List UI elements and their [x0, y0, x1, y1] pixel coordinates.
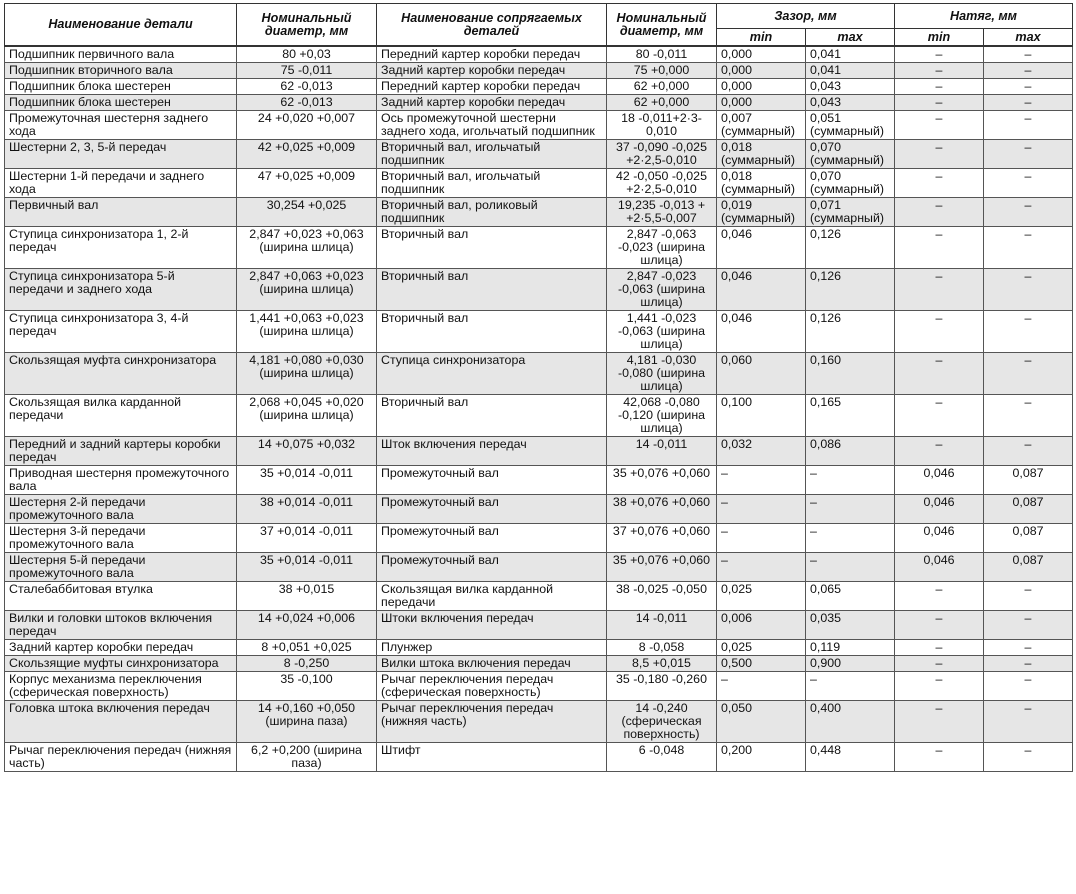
cell-gap-max: 0,070 (суммарный) — [806, 169, 895, 198]
cell-gap-max: 0,160 — [806, 353, 895, 395]
cell-gap-max: 0,043 — [806, 79, 895, 95]
cell-gap-min: – — [717, 553, 806, 582]
cell-gap-max: 0,086 — [806, 437, 895, 466]
cell-nominal-diameter: 35 +0,014 -0,011 — [237, 553, 377, 582]
table-row — [5, 46, 1073, 63]
cell-gap-min: 0,046 — [717, 269, 806, 311]
cell-mating-part: Ось промежуточной шестерни заднего хода, игольчатый подшипник — [377, 111, 607, 140]
cell-interference-min: – — [895, 395, 984, 437]
cell-gap-min: – — [717, 495, 806, 524]
cell-mating-diameter: 4,181 -0,030 -0,080 (ширина шлица) — [607, 353, 717, 395]
cell-mating-part: Вторичный вал — [377, 269, 607, 311]
cell-interference-min: – — [895, 611, 984, 640]
header-interference-max: max — [984, 29, 1073, 47]
cell-mating-part: Скользящая вилка карданной передачи — [377, 582, 607, 611]
cell-mating-diameter: 14 -0,240 (сферическая поверхность) — [607, 701, 717, 743]
cell-mating-part: Вилки штока включения передач — [377, 656, 607, 672]
cell-mating-diameter: 37 -0,090 -0,025 +2·2,5-0,010 — [607, 140, 717, 169]
cell-gap-min: – — [717, 466, 806, 495]
table-row — [5, 198, 1073, 227]
cell-interference-min: – — [895, 640, 984, 656]
cell-part-name: Ступица синхронизатора 3, 4-й передач — [5, 311, 237, 353]
cell-nominal-diameter: 14 +0,160 +0,050 (ширина паза) — [237, 701, 377, 743]
cell-part-name: Передний и задний картеры коробки передач — [5, 437, 237, 466]
table-row — [5, 353, 1073, 395]
cell-interference-min: – — [895, 63, 984, 79]
cell-part-name: Скользящая муфта синхронизатора — [5, 353, 237, 395]
cell-part-name: Рычаг переключения передач (нижняя часть) — [5, 743, 237, 772]
table-row — [5, 395, 1073, 437]
cell-mating-part: Вторичный вал, игольчатый подшипник — [377, 169, 607, 198]
cell-interference-max: 0,087 — [984, 524, 1073, 553]
cell-gap-max: 0,126 — [806, 227, 895, 269]
header-gap-min: min — [717, 29, 806, 47]
table-row — [5, 437, 1073, 466]
cell-part-name: Шестерни 1-й передачи и заднего хода — [5, 169, 237, 198]
cell-mating-diameter: 37 +0,076 +0,060 — [607, 524, 717, 553]
cell-interference-min: – — [895, 198, 984, 227]
cell-gap-max: 0,119 — [806, 640, 895, 656]
cell-interference-max: – — [984, 701, 1073, 743]
cell-mating-part: Вторичный вал — [377, 311, 607, 353]
cell-interference-min: – — [895, 95, 984, 111]
cell-gap-max: 0,035 — [806, 611, 895, 640]
table-row — [5, 269, 1073, 311]
cell-gap-max: 0,041 — [806, 63, 895, 79]
cell-mating-diameter: 80 -0,011 — [607, 46, 717, 63]
cell-mating-part: Промежуточный вал — [377, 466, 607, 495]
cell-mating-diameter: 8,5 +0,015 — [607, 656, 717, 672]
cell-mating-diameter: 42 -0,050 -0,025 +2·2,5-0,010 — [607, 169, 717, 198]
cell-mating-part: Вторичный вал — [377, 227, 607, 269]
cell-nominal-diameter: 1,441 +0,063 +0,023 (ширина шлица) — [237, 311, 377, 353]
header-mating-parts: Наименование сопрягаемых деталей — [377, 4, 607, 47]
cell-interference-min: – — [895, 79, 984, 95]
cell-gap-min: 0,046 — [717, 227, 806, 269]
cell-gap-min: 0,018 (суммарный) — [717, 140, 806, 169]
cell-interference-min: 0,046 — [895, 495, 984, 524]
cell-gap-max: 0,448 — [806, 743, 895, 772]
cell-part-name: Первичный вал — [5, 198, 237, 227]
cell-gap-min: 0,025 — [717, 640, 806, 656]
table-row — [5, 169, 1073, 198]
cell-nominal-diameter: 37 +0,014 -0,011 — [237, 524, 377, 553]
cell-part-name: Сталебаббитовая втулка — [5, 582, 237, 611]
cell-nominal-diameter: 14 +0,024 +0,006 — [237, 611, 377, 640]
cell-mating-part: Штоки включения передач — [377, 611, 607, 640]
cell-mating-part: Передний картер коробки передач — [377, 46, 607, 63]
cell-interference-max: – — [984, 79, 1073, 95]
cell-gap-max: 0,070 (суммарный) — [806, 140, 895, 169]
cell-part-name: Шестерня 3-й передачи промежуточного вала — [5, 524, 237, 553]
cell-mating-part: Передний картер коробки передач — [377, 79, 607, 95]
cell-gap-min: 0,050 — [717, 701, 806, 743]
cell-gap-max: 0,071 (суммарный) — [806, 198, 895, 227]
cell-nominal-diameter: 2,847 +0,063 +0,023 (ширина шлица) — [237, 269, 377, 311]
cell-part-name: Шестерни 2, 3, 5-й передач — [5, 140, 237, 169]
cell-part-name: Промежуточная шестерня заднего хода — [5, 111, 237, 140]
cell-interference-max: 0,087 — [984, 466, 1073, 495]
cell-interference-min: – — [895, 140, 984, 169]
cell-mating-diameter: 14 -0,011 — [607, 611, 717, 640]
cell-interference-max: – — [984, 395, 1073, 437]
cell-mating-part: Плунжер — [377, 640, 607, 656]
cell-gap-max: – — [806, 495, 895, 524]
table-row — [5, 140, 1073, 169]
cell-mating-part: Рычаг переключения передач (нижняя часть) — [377, 701, 607, 743]
cell-mating-part: Задний картер коробки передач — [377, 95, 607, 111]
cell-gap-max: – — [806, 524, 895, 553]
table-row — [5, 95, 1073, 111]
cell-mating-diameter: 35 +0,076 +0,060 — [607, 553, 717, 582]
cell-mating-diameter: 18 -0,011+2·3-0,010 — [607, 111, 717, 140]
cell-interference-min: – — [895, 169, 984, 198]
cell-nominal-diameter: 8 +0,051 +0,025 — [237, 640, 377, 656]
cell-interference-min: – — [895, 743, 984, 772]
cell-nominal-diameter: 14 +0,075 +0,032 — [237, 437, 377, 466]
header-gap-max: max — [806, 29, 895, 47]
cell-gap-min: 0,025 — [717, 582, 806, 611]
cell-nominal-diameter: 80 +0,03 — [237, 46, 377, 63]
tolerance-table — [4, 3, 1073, 772]
cell-gap-min: – — [717, 524, 806, 553]
cell-gap-min: 0,007 (суммарный) — [717, 111, 806, 140]
cell-interference-max: – — [984, 95, 1073, 111]
cell-gap-max: 0,065 — [806, 582, 895, 611]
cell-mating-part: Промежуточный вал — [377, 553, 607, 582]
cell-part-name: Ступица синхронизатора 1, 2-й передач — [5, 227, 237, 269]
cell-interference-max: – — [984, 640, 1073, 656]
cell-mating-part: Штифт — [377, 743, 607, 772]
cell-gap-min: 0,018 (суммарный) — [717, 169, 806, 198]
cell-gap-min: 0,046 — [717, 311, 806, 353]
table-row — [5, 466, 1073, 495]
cell-mating-diameter: 1,441 -0,023 -0,063 (ширина шлица) — [607, 311, 717, 353]
cell-mating-part: Вторичный вал — [377, 395, 607, 437]
cell-interference-max: – — [984, 169, 1073, 198]
cell-mating-diameter: 6 -0,048 — [607, 743, 717, 772]
cell-mating-diameter: 42,068 -0,080 -0,120 (ширина шлица) — [607, 395, 717, 437]
cell-interference-min: – — [895, 46, 984, 63]
cell-gap-max: 0,165 — [806, 395, 895, 437]
cell-nominal-diameter: 47 +0,025 +0,009 — [237, 169, 377, 198]
cell-part-name: Подшипник первичного вала — [5, 46, 237, 63]
cell-gap-min: 0,019 (суммарный) — [717, 198, 806, 227]
cell-interference-min: 0,046 — [895, 524, 984, 553]
cell-gap-max: – — [806, 553, 895, 582]
table-row — [5, 701, 1073, 743]
tolerance-table-container — [4, 3, 1072, 772]
cell-mating-diameter: 62 +0,000 — [607, 79, 717, 95]
cell-gap-max: 0,051 (суммарный) — [806, 111, 895, 140]
cell-gap-min: 0,500 — [717, 656, 806, 672]
cell-interference-min: – — [895, 353, 984, 395]
cell-interference-min: – — [895, 269, 984, 311]
cell-nominal-diameter: 62 -0,013 — [237, 95, 377, 111]
cell-gap-min: 0,006 — [717, 611, 806, 640]
cell-mating-diameter: 2,847 -0,063 -0,023 (ширина шлица) — [607, 227, 717, 269]
cell-gap-max: 0,126 — [806, 269, 895, 311]
header-mating-nominal-diameter: Номинальный диаметр, мм — [607, 4, 717, 47]
cell-mating-diameter: 35 -0,180 -0,260 — [607, 672, 717, 701]
cell-gap-min: – — [717, 672, 806, 701]
table-row — [5, 672, 1073, 701]
cell-mating-diameter: 35 +0,076 +0,060 — [607, 466, 717, 495]
header-nominal-diameter: Номинальный диаметр, мм — [237, 4, 377, 47]
cell-nominal-diameter: 30,254 +0,025 — [237, 198, 377, 227]
cell-interference-max: 0,087 — [984, 553, 1073, 582]
cell-interference-max: – — [984, 311, 1073, 353]
header-part-name: Наименование детали — [5, 4, 237, 47]
cell-interference-max: 0,087 — [984, 495, 1073, 524]
cell-gap-max: – — [806, 466, 895, 495]
cell-nominal-diameter: 6,2 +0,200 (ширина паза) — [237, 743, 377, 772]
cell-nominal-diameter: 38 +0,014 -0,011 — [237, 495, 377, 524]
cell-part-name: Вилки и головки штоков включения передач — [5, 611, 237, 640]
table-row — [5, 63, 1073, 79]
cell-interference-min: – — [895, 582, 984, 611]
table-row — [5, 743, 1073, 772]
cell-gap-min: 0,060 — [717, 353, 806, 395]
cell-interference-max: – — [984, 437, 1073, 466]
table-row — [5, 227, 1073, 269]
cell-nominal-diameter: 4,181 +0,080 +0,030 (ширина шлица) — [237, 353, 377, 395]
cell-interference-max: – — [984, 269, 1073, 311]
cell-interference-max: – — [984, 743, 1073, 772]
cell-part-name: Скользящие муфты синхронизатора — [5, 656, 237, 672]
table-row — [5, 495, 1073, 524]
cell-part-name: Шестерня 5-й передачи промежуточного вала — [5, 553, 237, 582]
cell-gap-max: 0,126 — [806, 311, 895, 353]
header-gap: Зазор, мм — [717, 4, 895, 29]
cell-nominal-diameter: 35 -0,100 — [237, 672, 377, 701]
cell-mating-diameter: 62 +0,000 — [607, 95, 717, 111]
table-row — [5, 111, 1073, 140]
cell-part-name: Корпус механизма переключения (сферическая поверхность) — [5, 672, 237, 701]
cell-gap-min: 0,032 — [717, 437, 806, 466]
cell-part-name: Ступица синхронизатора 5-й передачи и заднего хода — [5, 269, 237, 311]
table-row — [5, 611, 1073, 640]
cell-mating-part: Вторичный вал, роликовый подшипник — [377, 198, 607, 227]
cell-mating-part: Задний картер коробки передач — [377, 63, 607, 79]
cell-gap-min: 0,000 — [717, 46, 806, 63]
header-interference-min: min — [895, 29, 984, 47]
cell-interference-min: – — [895, 656, 984, 672]
cell-mating-part: Рычаг переключения передач (сферическая поверхность) — [377, 672, 607, 701]
cell-nominal-diameter: 75 -0,011 — [237, 63, 377, 79]
cell-interference-min: – — [895, 227, 984, 269]
cell-interference-max: – — [984, 611, 1073, 640]
table-row — [5, 640, 1073, 656]
table-row — [5, 311, 1073, 353]
cell-gap-min: 0,000 — [717, 79, 806, 95]
cell-interference-max: – — [984, 198, 1073, 227]
cell-mating-diameter: 14 -0,011 — [607, 437, 717, 466]
cell-nominal-diameter: 42 +0,025 +0,009 — [237, 140, 377, 169]
cell-gap-min: 0,000 — [717, 95, 806, 111]
cell-nominal-diameter: 38 +0,015 — [237, 582, 377, 611]
cell-interference-max: – — [984, 111, 1073, 140]
cell-interference-max: – — [984, 46, 1073, 63]
table-row — [5, 553, 1073, 582]
table-body — [5, 46, 1073, 772]
cell-interference-max: – — [984, 63, 1073, 79]
cell-interference-max: – — [984, 672, 1073, 701]
table-row — [5, 524, 1073, 553]
cell-gap-min: 0,100 — [717, 395, 806, 437]
cell-gap-min: 0,200 — [717, 743, 806, 772]
cell-nominal-diameter: 62 -0,013 — [237, 79, 377, 95]
cell-part-name: Головка штока включения передач — [5, 701, 237, 743]
table-row — [5, 582, 1073, 611]
header-interference: Натяг, мм — [895, 4, 1073, 29]
cell-nominal-diameter: 24 +0,020 +0,007 — [237, 111, 377, 140]
cell-interference-min: – — [895, 111, 984, 140]
cell-interference-min: – — [895, 701, 984, 743]
cell-nominal-diameter: 2,068 +0,045 +0,020 (ширина шлица) — [237, 395, 377, 437]
table-row — [5, 656, 1073, 672]
cell-part-name: Подшипник блока шестерен — [5, 79, 237, 95]
cell-part-name: Скользящая вилка карданной передачи — [5, 395, 237, 437]
cell-interference-min: 0,046 — [895, 553, 984, 582]
cell-nominal-diameter: 35 +0,014 -0,011 — [237, 466, 377, 495]
cell-part-name: Подшипник вторичного вала — [5, 63, 237, 79]
cell-mating-part: Шток включения передач — [377, 437, 607, 466]
cell-mating-part: Вторичный вал, игольчатый подшипник — [377, 140, 607, 169]
cell-interference-max: – — [984, 353, 1073, 395]
cell-gap-max: 0,400 — [806, 701, 895, 743]
cell-gap-max: 0,041 — [806, 46, 895, 63]
cell-part-name: Шестерня 2-й передачи промежуточного вала — [5, 495, 237, 524]
cell-mating-diameter: 38 -0,025 -0,050 — [607, 582, 717, 611]
cell-part-name: Задний картер коробки передач — [5, 640, 237, 656]
cell-interference-min: 0,046 — [895, 466, 984, 495]
cell-mating-part: Промежуточный вал — [377, 524, 607, 553]
cell-interference-min: – — [895, 672, 984, 701]
cell-mating-diameter: 38 +0,076 +0,060 — [607, 495, 717, 524]
cell-nominal-diameter: 2,847 +0,023 +0,063 (ширина шлица) — [237, 227, 377, 269]
cell-part-name: Приводная шестерня промежуточного вала — [5, 466, 237, 495]
cell-interference-max: – — [984, 582, 1073, 611]
cell-mating-diameter: 19,235 -0,013 + +2·5,5-0,007 — [607, 198, 717, 227]
cell-gap-min: 0,000 — [717, 63, 806, 79]
cell-mating-diameter: 2,847 -0,023 -0,063 (ширина шлица) — [607, 269, 717, 311]
cell-interference-min: – — [895, 437, 984, 466]
cell-nominal-diameter: 8 -0,250 — [237, 656, 377, 672]
cell-interference-max: – — [984, 656, 1073, 672]
cell-mating-diameter: 75 +0,000 — [607, 63, 717, 79]
table-row — [5, 79, 1073, 95]
cell-mating-part: Ступица синхронизатора — [377, 353, 607, 395]
cell-mating-part: Промежуточный вал — [377, 495, 607, 524]
cell-interference-max: – — [984, 227, 1073, 269]
cell-gap-max: 0,043 — [806, 95, 895, 111]
cell-interference-min: – — [895, 311, 984, 353]
cell-mating-diameter: 8 -0,058 — [607, 640, 717, 656]
cell-part-name: Подшипник блока шестерен — [5, 95, 237, 111]
cell-interference-max: – — [984, 140, 1073, 169]
cell-gap-max: 0,900 — [806, 656, 895, 672]
cell-gap-max: – — [806, 672, 895, 701]
